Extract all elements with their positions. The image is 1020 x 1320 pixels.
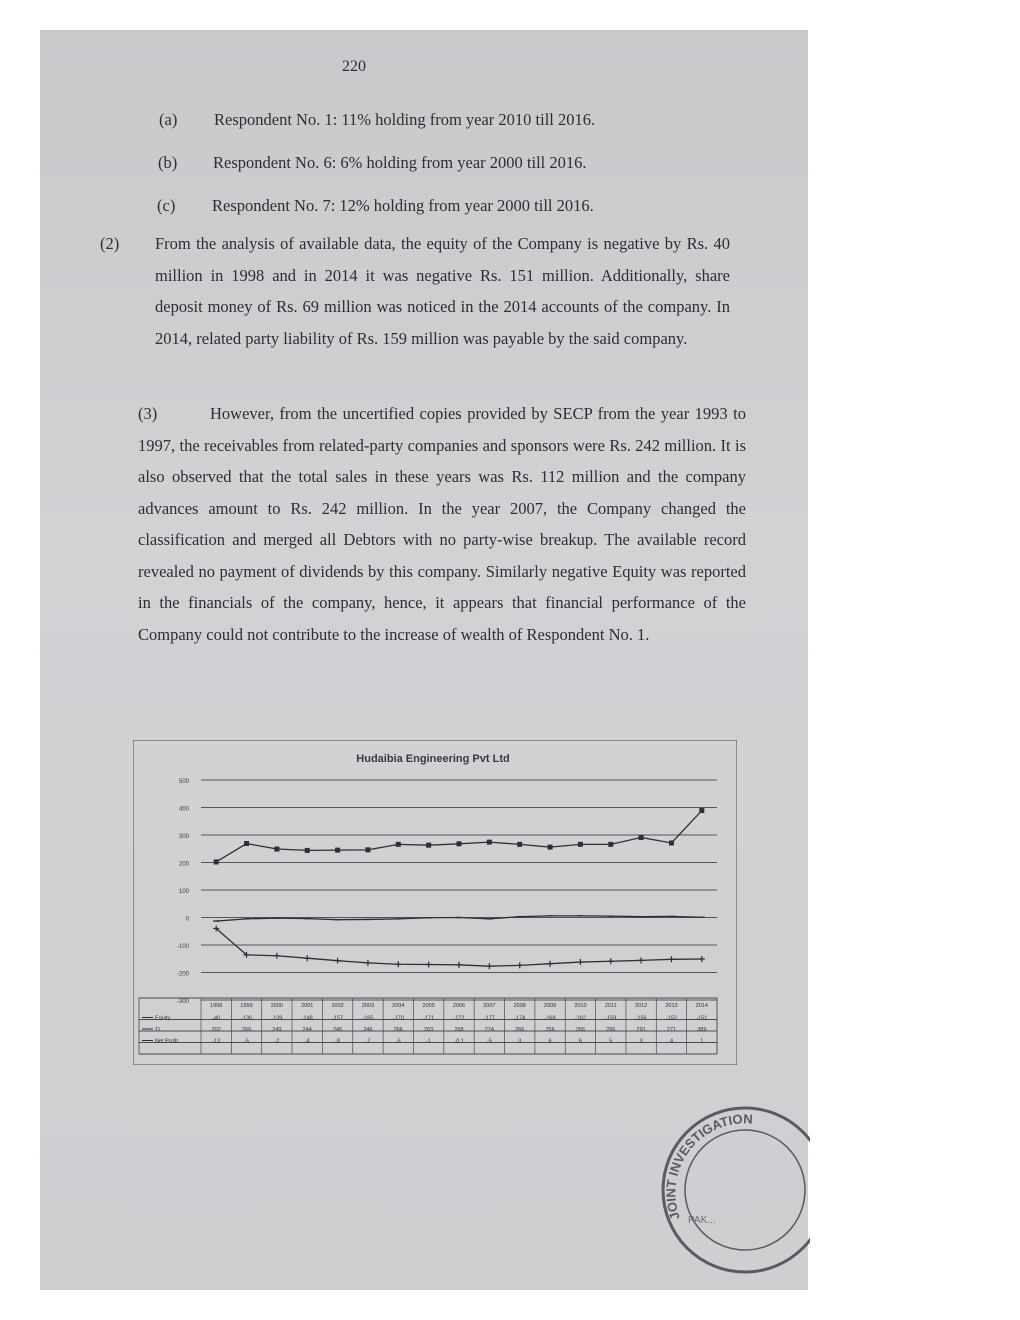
paragraph-text-wrap (138, 398, 746, 650)
y-tick-label: 400 (178, 806, 189, 813)
x-tick-label: 2012 (634, 1003, 648, 1009)
holding-label: (b) (158, 153, 178, 172)
data-label: -172 (453, 1015, 465, 1022)
data-label: -7 (365, 1038, 371, 1045)
data-point (365, 847, 370, 852)
data-label: -157 (332, 1015, 344, 1022)
data-label: 4 (669, 1038, 674, 1045)
data-point (608, 842, 613, 847)
data-label: 3 (639, 1038, 643, 1045)
data-label: -174 (514, 1015, 526, 1022)
data-label: 268 (454, 1027, 464, 1033)
data-label: 271 (666, 1027, 677, 1033)
data-label: 266 (606, 1027, 616, 1033)
stamp-inner-ring (685, 1130, 805, 1250)
data-label: -136 (241, 1015, 253, 1022)
data-label: -5 (244, 1038, 249, 1045)
data-point (699, 808, 704, 813)
data-point (365, 960, 371, 966)
stamp-middle-text: PAK... (688, 1215, 716, 1226)
x-tick-label: 2004 (392, 1003, 405, 1009)
data-label: 266 (393, 1027, 403, 1033)
data-label: -151 (696, 1015, 708, 1022)
data-label: -8 (335, 1038, 341, 1045)
data-label: 256 (545, 1027, 555, 1033)
data-point (426, 962, 432, 968)
data-label: -148 (301, 1015, 313, 1022)
x-tick-label: 2013 (665, 1003, 678, 1009)
x-tick-label: 2003 (361, 1003, 375, 1009)
paragraph-2 (100, 228, 730, 354)
data-label: -152 (665, 1015, 677, 1022)
data-label: 202 (211, 1027, 221, 1033)
data-label: -168 (544, 1015, 556, 1022)
data-point (517, 962, 523, 968)
x-tick-label: 2007 (483, 1003, 496, 1009)
y-tick-label: -100 (176, 944, 189, 950)
data-table (139, 998, 717, 1054)
data-label: 246 (363, 1027, 373, 1033)
data-point (486, 963, 492, 969)
data-label: -1 (426, 1038, 432, 1045)
data-label: 244 (302, 1027, 312, 1033)
data-point (274, 847, 279, 852)
y-tick-label: 500 (178, 779, 189, 785)
y-tick-label: 300 (178, 834, 189, 840)
data-point (274, 953, 280, 959)
data-label: -0.1 (454, 1038, 464, 1045)
official-stamp (650, 1098, 810, 1288)
y-tick-label: 200 (178, 861, 189, 868)
y-tick-label: -300 (176, 999, 189, 1005)
data-label: 1 (700, 1038, 704, 1045)
y-tick-label: 0 (185, 916, 189, 923)
x-tick-label: 2000 (270, 1003, 284, 1009)
page-number: 220 (342, 58, 366, 75)
series-line-0 (216, 929, 702, 967)
data-point (638, 957, 644, 963)
x-tick-label: 2014 (695, 1003, 708, 1009)
document-page (40, 30, 808, 1290)
data-label: -2 (274, 1038, 280, 1045)
paragraph-number: (3) (138, 404, 158, 423)
x-tick-label: 2008 (513, 1003, 526, 1009)
data-point (457, 841, 462, 846)
data-label: -4 (304, 1038, 310, 1045)
paragraph-text: However, from the uncertified copies provided by SECP from the year 1993 to 1997, the receivables from related-party companies and sponsors were Rs. 242 million. It is also observed that the total sales in these years was Rs. 112 million and the company advances amount to Rs. 242 million. In the year 2007, the Company changed the classification and merged all Debtors with no party-wise breakup. The available record revealed no payment of dividends by this company. Similarly negative Equity was reported in the financials of the company, hence, it appears that financial performance of the Company could not contribute to the increase of wealth of Respondent No. 1. (138, 404, 746, 644)
holding-text: Respondent No. 1: 11% holding from year 2010 till 2016. (214, 110, 596, 129)
data-point (335, 958, 341, 964)
data-label: 274 (484, 1027, 494, 1033)
data-label: 269 (241, 1027, 252, 1033)
data-label: -139 (271, 1015, 283, 1022)
data-label: 245 (332, 1027, 343, 1033)
data-point (456, 962, 462, 968)
data-label: -177 (483, 1015, 495, 1022)
data-point (214, 859, 219, 864)
y-tick-label: 100 (178, 889, 189, 895)
paragraph-number: (2) (100, 234, 120, 253)
holding-text: Respondent No. 6: 6% holding from year 2000 till 2016. (213, 153, 587, 172)
data-point (335, 848, 340, 853)
x-tick-label: 2005 (422, 1003, 435, 1009)
paragraph-text: From the analysis of available data, the equity of the Company is negative by Rs. 40 million in 1998 and in 2014 it was negative Rs. 151 million. Additionally, share deposit money of Rs. 69 million was noticed in the 2014 accounts of the company. In 2014, related party liability of Rs. 159 million was payable by the said company. (155, 234, 730, 348)
data-label: 389 (697, 1027, 707, 1033)
data-point (608, 958, 614, 964)
x-tick-label: 2011 (604, 1003, 617, 1009)
legend-entry: Net Profit (155, 1038, 178, 1045)
data-label: -159 (605, 1015, 617, 1022)
x-tick-label: 2002 (331, 1003, 344, 1009)
data-point (304, 955, 310, 961)
legend-entry: TL (155, 1027, 162, 1033)
paragraph-3 (138, 398, 746, 650)
stamp-text: JOINT INVESTIGATION (663, 1111, 753, 1222)
x-tick-label: 2006 (452, 1003, 466, 1009)
data-label: -165 (362, 1015, 374, 1022)
data-label: -170 (392, 1015, 404, 1022)
data-point (487, 840, 492, 845)
chart-title: Hudaibia Engineering Pvt Ltd (356, 753, 510, 765)
data-label: 263 (424, 1027, 434, 1033)
legend-entry: Equity (155, 1015, 171, 1022)
data-label: -171 (423, 1015, 435, 1022)
holding-text: Respondent No. 7: 12% holding from year 2000 till 2016. (212, 196, 594, 215)
data-point (396, 842, 401, 847)
data-label: 3 (518, 1038, 522, 1045)
data-point (699, 956, 705, 962)
y-axis-ticks (177, 779, 190, 1005)
data-label: -5 (486, 1038, 492, 1045)
data-point (395, 961, 401, 967)
x-tick-label: 1998 (210, 1003, 223, 1009)
series-line-2 (216, 916, 702, 921)
data-point (517, 842, 522, 847)
data-point (244, 841, 249, 846)
data-label: -156 (635, 1015, 647, 1022)
data-point (578, 842, 583, 847)
data-point (305, 848, 310, 853)
data-point (548, 845, 553, 850)
data-point (577, 959, 583, 965)
data-point (669, 840, 674, 845)
holding-label: (c) (157, 196, 176, 215)
holding-label: (a) (159, 110, 178, 129)
line-chart (133, 740, 737, 1065)
data-point (426, 843, 431, 848)
x-tick-label: 2010 (574, 1003, 587, 1009)
x-tick-label: 1999 (240, 1003, 253, 1009)
data-point (547, 961, 553, 967)
data-label: -13 (212, 1038, 221, 1045)
data-label: 266 (515, 1027, 525, 1033)
x-tick-label: 2009 (543, 1003, 557, 1009)
data-label: 291 (636, 1027, 646, 1033)
data-label: 266 (575, 1027, 586, 1033)
data-label: 6 (548, 1038, 552, 1045)
x-tick-label: 2001 (301, 1003, 314, 1009)
data-point (668, 956, 674, 962)
data-label: -162 (574, 1015, 586, 1022)
y-tick-label: -200 (176, 971, 189, 978)
data-label: 6 (578, 1038, 582, 1045)
data-label: 249 (272, 1027, 282, 1033)
data-label: -5 (395, 1038, 401, 1045)
data-point (639, 835, 644, 840)
series-line-1 (216, 811, 702, 862)
data-label: -40 (212, 1015, 221, 1022)
data-label: 5 (609, 1038, 613, 1045)
